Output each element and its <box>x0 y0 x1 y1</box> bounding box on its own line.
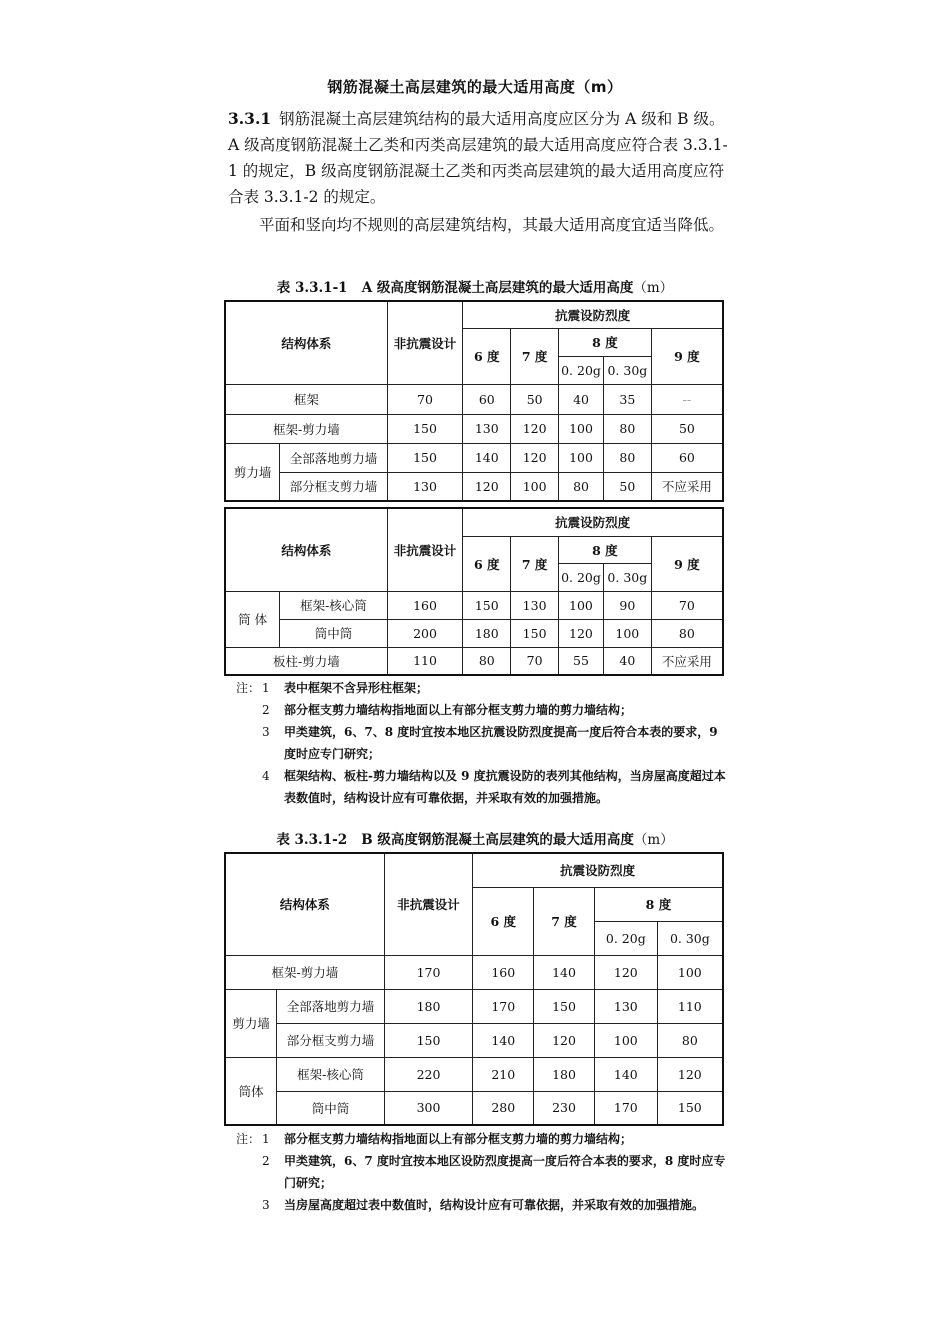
note-text: 表中框架不含异形柱框架； <box>284 681 429 695</box>
note-text: 部分框支剪力墙结构指地面以上有部分框支剪力墙的剪力墙结构； <box>284 703 633 717</box>
cell: 120 <box>534 1023 595 1057</box>
header-6-degree: 6 度 <box>463 328 511 384</box>
table-row <box>225 1023 723 1057</box>
category-shear-wall: 剪力墙 <box>225 443 280 501</box>
table2 <box>224 852 724 1126</box>
table-row <box>225 472 723 501</box>
clause-3-3-1 <box>228 106 728 238</box>
cell: 130 <box>511 591 559 619</box>
header-non-seismic: 非抗震设计 <box>387 301 463 384</box>
cell: 120 <box>559 619 604 647</box>
table-row <box>225 591 723 619</box>
header-structure-system: 结构体系 <box>225 508 387 591</box>
cell: 140 <box>594 1057 657 1091</box>
header-non-seismic: 非抗震设计 <box>387 508 463 591</box>
row-label: 部分框支剪力墙 <box>277 1023 384 1057</box>
table2-caption <box>0 828 950 848</box>
note-item <box>236 765 726 809</box>
cell: 210 <box>473 1057 534 1091</box>
note-number: 2 <box>262 1154 270 1168</box>
cell: -- <box>651 384 723 414</box>
cell: 130 <box>387 472 463 501</box>
row-label: 框架-剪力墙 <box>225 955 384 989</box>
table-row <box>225 443 723 472</box>
table-row <box>225 1091 723 1125</box>
cell: 55 <box>559 647 604 675</box>
header-9-degree: 9 度 <box>651 536 723 591</box>
note-text: 甲类建筑，6、7、8 度时宜按本地区抗震设防烈度提高一度后符合本表的要求，9 度时应专门研究； <box>284 725 718 761</box>
header-8-degree: 8 度 <box>594 887 723 921</box>
cell: 80 <box>603 414 651 443</box>
cell: 110 <box>387 647 463 675</box>
cell: 60 <box>463 384 511 414</box>
table-row <box>225 955 723 989</box>
cell: 280 <box>473 1091 534 1125</box>
header-8-degree-030g: 0. 30g <box>603 356 651 384</box>
note-number: 4 <box>262 769 270 783</box>
cell: 40 <box>559 384 604 414</box>
cell: 50 <box>603 472 651 501</box>
note-number: 1 <box>262 681 270 695</box>
cell: 90 <box>603 591 651 619</box>
cell: 50 <box>651 414 723 443</box>
cell: 160 <box>473 955 534 989</box>
row-label: 筒中筒 <box>280 619 387 647</box>
cell: 120 <box>511 414 559 443</box>
cell: 100 <box>559 591 604 619</box>
note-item <box>236 1128 726 1150</box>
header-6-degree: 6 度 <box>473 887 534 955</box>
row-label: 框架-核心筒 <box>280 591 387 619</box>
cell: 140 <box>463 443 511 472</box>
table-row <box>225 989 723 1023</box>
cell: 50 <box>511 384 559 414</box>
cell: 不应采用 <box>651 472 723 501</box>
cell: 180 <box>463 619 511 647</box>
note-number: 3 <box>262 725 270 739</box>
cell: 100 <box>511 472 559 501</box>
cell: 200 <box>387 619 463 647</box>
cell: 120 <box>463 472 511 501</box>
header-8-degree: 8 度 <box>559 536 652 563</box>
note-text: 甲类建筑，6、7 度时宜按本地区设防烈度提高一度后符合本表的要求，8 度时应专门研究； <box>284 1154 726 1190</box>
header-seismic-intensity: 抗震设防烈度 <box>473 853 723 887</box>
cell: 130 <box>594 989 657 1023</box>
cell: 40 <box>603 647 651 675</box>
cell: 150 <box>657 1091 723 1125</box>
header-8-degree-030g: 0. 30g <box>603 563 651 591</box>
category-shear-wall: 剪力墙 <box>225 989 277 1057</box>
cell: 140 <box>534 955 595 989</box>
document-title: 钢筋混凝土高层建筑的最大适用高度（m） <box>327 78 623 96</box>
note-number: 1 <box>262 1132 270 1146</box>
table2-number: 表 3.3.1-2 <box>276 832 348 848</box>
cell: 80 <box>559 472 604 501</box>
table1-notes <box>236 677 726 809</box>
table-row <box>225 1057 723 1091</box>
row-label: 框架 <box>225 384 387 414</box>
header-6-degree: 6 度 <box>463 536 511 591</box>
cell: 170 <box>473 989 534 1023</box>
row-label: 框架-剪力墙 <box>225 414 387 443</box>
cell: 300 <box>384 1091 473 1125</box>
header-non-seismic: 非抗震设计 <box>384 853 473 955</box>
cell: 100 <box>594 1023 657 1057</box>
cell: 100 <box>559 443 604 472</box>
cell: 180 <box>384 989 473 1023</box>
cell: 不应采用 <box>651 647 723 675</box>
note-item <box>236 721 726 765</box>
cell: 100 <box>559 414 604 443</box>
cell: 80 <box>603 443 651 472</box>
notes-lead: 注： <box>236 1132 261 1146</box>
table1-part1 <box>224 300 724 502</box>
cell: 70 <box>651 591 723 619</box>
cell: 150 <box>463 591 511 619</box>
cell: 180 <box>534 1057 595 1091</box>
table1-caption <box>0 276 950 296</box>
table2-notes <box>236 1128 726 1216</box>
notes-lead: 注： <box>236 681 261 695</box>
cell: 150 <box>511 619 559 647</box>
cell: 150 <box>387 443 463 472</box>
table1-part2 <box>224 507 724 676</box>
row-label: 全部落地剪力墙 <box>277 989 384 1023</box>
note-item <box>236 1150 726 1194</box>
table2-unit: （m） <box>633 832 674 848</box>
header-8-degree-020g: 0. 20g <box>559 356 604 384</box>
cell: 80 <box>651 619 723 647</box>
row-label: 全部落地剪力墙 <box>280 443 387 472</box>
header-7-degree: 7 度 <box>534 887 595 955</box>
cell: 100 <box>603 619 651 647</box>
clause-text: 钢筋混凝土高层建筑结构的最大适用高度应区分为 A 级和 B 级。A 级高度钢筋混凝土乙类和丙类高层建筑的最大适用高度应符合表 3.3.1-1 的规定，B 级高度钢筋混凝土乙类和丙类高层建筑的最大适用高度应符合表 3.3.1-2 的规定。 <box>228 110 728 206</box>
cell: 35 <box>603 384 651 414</box>
table-row <box>225 414 723 443</box>
cell: 150 <box>534 989 595 1023</box>
note-text: 当房屋高度超过表中数值时，结构设计应有可靠依据，并采取有效的加强措施。 <box>284 1198 705 1212</box>
header-structure-system: 结构体系 <box>225 301 387 384</box>
table1-number: 表 3.3.1-1 <box>276 280 348 296</box>
header-7-degree: 7 度 <box>511 536 559 591</box>
cell: 150 <box>384 1023 473 1057</box>
cell: 130 <box>463 414 511 443</box>
header-8-degree: 8 度 <box>559 328 652 356</box>
row-label: 筒中筒 <box>277 1091 384 1125</box>
cell: 170 <box>384 955 473 989</box>
cell: 150 <box>387 414 463 443</box>
category-tube: 筒体 <box>225 1057 277 1125</box>
cell: 120 <box>511 443 559 472</box>
cell: 140 <box>473 1023 534 1057</box>
note-number: 3 <box>262 1198 270 1212</box>
cell: 160 <box>387 591 463 619</box>
cell: 170 <box>594 1091 657 1125</box>
table-row <box>225 619 723 647</box>
cell: 220 <box>384 1057 473 1091</box>
note-item <box>236 677 726 699</box>
clause-paragraph-1 <box>228 106 728 210</box>
header-8-degree-020g: 0. 20g <box>559 563 604 591</box>
cell: 120 <box>657 1057 723 1091</box>
cell: 70 <box>511 647 559 675</box>
note-text: 框架结构、板柱-剪力墙结构以及 9 度抗震设防的表列其他结构，当房屋高度超过本表数值时，结构设计应有可靠依据，并采取有效的加强措施。 <box>284 769 726 805</box>
header-9-degree: 9 度 <box>651 328 723 384</box>
table-row <box>225 647 723 675</box>
row-label: 框架-核心筒 <box>277 1057 384 1091</box>
note-item <box>236 699 726 721</box>
header-7-degree: 7 度 <box>511 328 559 384</box>
header-8-degree-020g: 0. 20g <box>594 921 657 955</box>
note-text: 部分框支剪力墙结构指地面以上有部分框支剪力墙的剪力墙结构； <box>284 1132 633 1146</box>
cell: 120 <box>594 955 657 989</box>
cell: 80 <box>463 647 511 675</box>
note-number: 2 <box>262 703 270 717</box>
cell: 70 <box>387 384 463 414</box>
clause-paragraph-2: 平面和竖向均不规则的高层建筑结构，其最大适用高度宜适当降低。 <box>259 216 725 234</box>
note-item <box>236 1194 726 1216</box>
table1-caption-text: A 级高度钢筋混凝土高层建筑的最大适用高度 <box>361 280 634 296</box>
table1-unit: （m） <box>633 280 674 296</box>
category-tube: 筒 体 <box>225 591 280 647</box>
table2-caption-text: B 级高度钢筋混凝土高层建筑的最大适用高度 <box>361 832 634 848</box>
cell: 110 <box>657 989 723 1023</box>
header-8-degree-030g: 0. 30g <box>657 921 723 955</box>
cell: 100 <box>657 955 723 989</box>
cell: 80 <box>657 1023 723 1057</box>
header-structure-system: 结构体系 <box>225 853 384 955</box>
clause-number: 3.3.1 <box>228 109 272 128</box>
header-seismic-intensity: 抗震设防烈度 <box>463 301 723 328</box>
row-label: 部分框支剪力墙 <box>280 472 387 501</box>
table-row <box>225 384 723 414</box>
cell: 60 <box>651 443 723 472</box>
header-seismic-intensity: 抗震设防烈度 <box>463 508 723 536</box>
cell: 230 <box>534 1091 595 1125</box>
row-label: 板柱-剪力墙 <box>225 647 387 675</box>
